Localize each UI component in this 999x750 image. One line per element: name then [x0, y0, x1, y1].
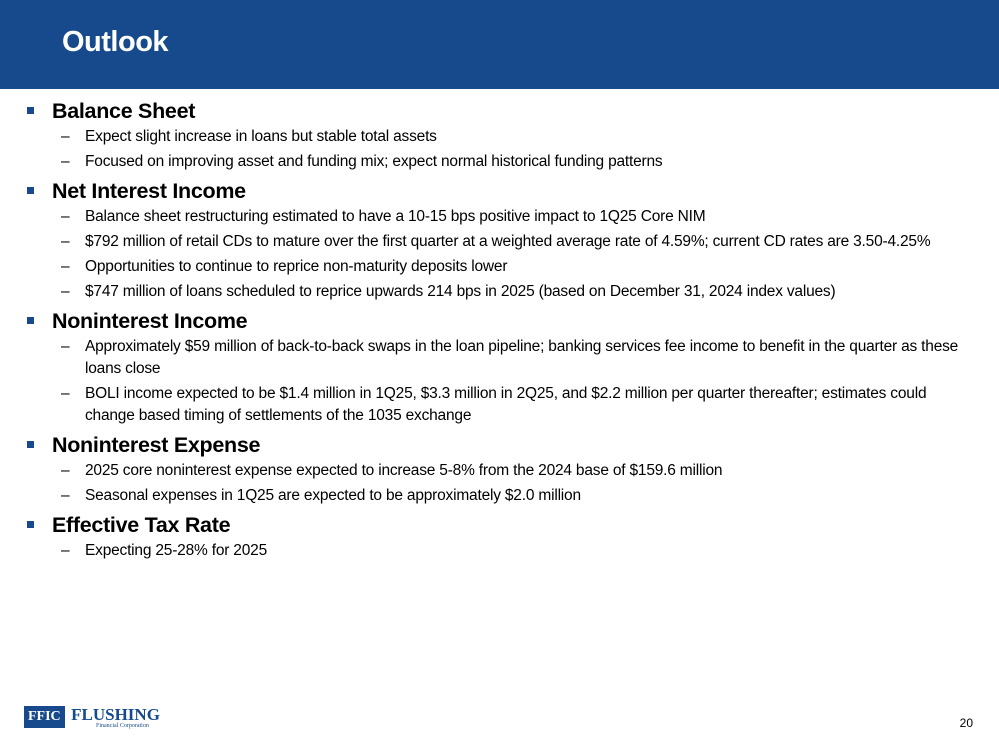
company-logo [24, 706, 160, 730]
section-heading: Noninterest Expense [52, 433, 261, 457]
square-bullet-icon [27, 187, 34, 194]
logo-subtitle: Financial Corporation [96, 723, 149, 729]
list-item: – $747 million of loans scheduled to reprice upwards 214 bps in 2025 (based on December 31, 2024 index values) [61, 283, 836, 300]
list-item: – BOLI income expected to be $1.4 million in 1Q25, $3.3 million in 2Q25, and $2.2 million per quarter thereafter; estimates could change based timing of settlements of the 1035 exchange [61, 385, 927, 424]
logo-name: FLUSHING [71, 705, 160, 724]
square-bullet-icon [27, 521, 34, 528]
section-heading: Net Interest Income [52, 179, 246, 203]
list-item: – Opportunities to continue to reprice non-maturity deposits lower [61, 258, 508, 275]
section-effective-tax-rate [0, 510, 999, 562]
list-item: – Seasonal expenses in 1Q25 are expected to be approximately $2.0 million [61, 487, 581, 504]
section-heading: Balance Sheet [52, 99, 196, 123]
list-item: – Balance sheet restructuring estimated to have a 10-15 bps positive impact to 1Q25 Core NIM [61, 208, 706, 225]
section-net-interest-income [0, 176, 999, 303]
square-bullet-icon [27, 317, 34, 324]
square-bullet-icon [27, 107, 34, 114]
square-bullet-icon [27, 441, 34, 448]
page-number: 20 [959, 716, 973, 730]
slide-content [0, 96, 999, 565]
section-noninterest-income [0, 306, 999, 427]
section-heading: Effective Tax Rate [52, 513, 231, 537]
page-title: Outlook [62, 26, 169, 58]
section-noninterest-expense [0, 430, 999, 507]
title-bar [0, 0, 999, 89]
list-item: – $792 million of retail CDs to mature over the first quarter at a weighted average rate of 4.59%; current CD rates are 3.50-4.25% [61, 233, 931, 250]
list-item: – Expecting 25-28% for 2025 [61, 542, 267, 559]
list-item: – Expect slight increase in loans but stable total assets [61, 128, 437, 145]
list-item: – Approximately $59 million of back-to-back swaps in the loan pipeline; banking services fee income to benefit in the quarter as these loans close [61, 338, 959, 377]
list-item: – Focused on improving asset and funding mix; expect normal historical funding patterns [61, 153, 663, 170]
list-item: – 2025 core noninterest expense expected to increase 5-8% from the 2024 base of $159.6 million [61, 462, 723, 479]
logo-mark: FFIC [24, 706, 65, 728]
section-balance-sheet [0, 96, 999, 173]
section-heading: Noninterest Income [52, 309, 248, 333]
